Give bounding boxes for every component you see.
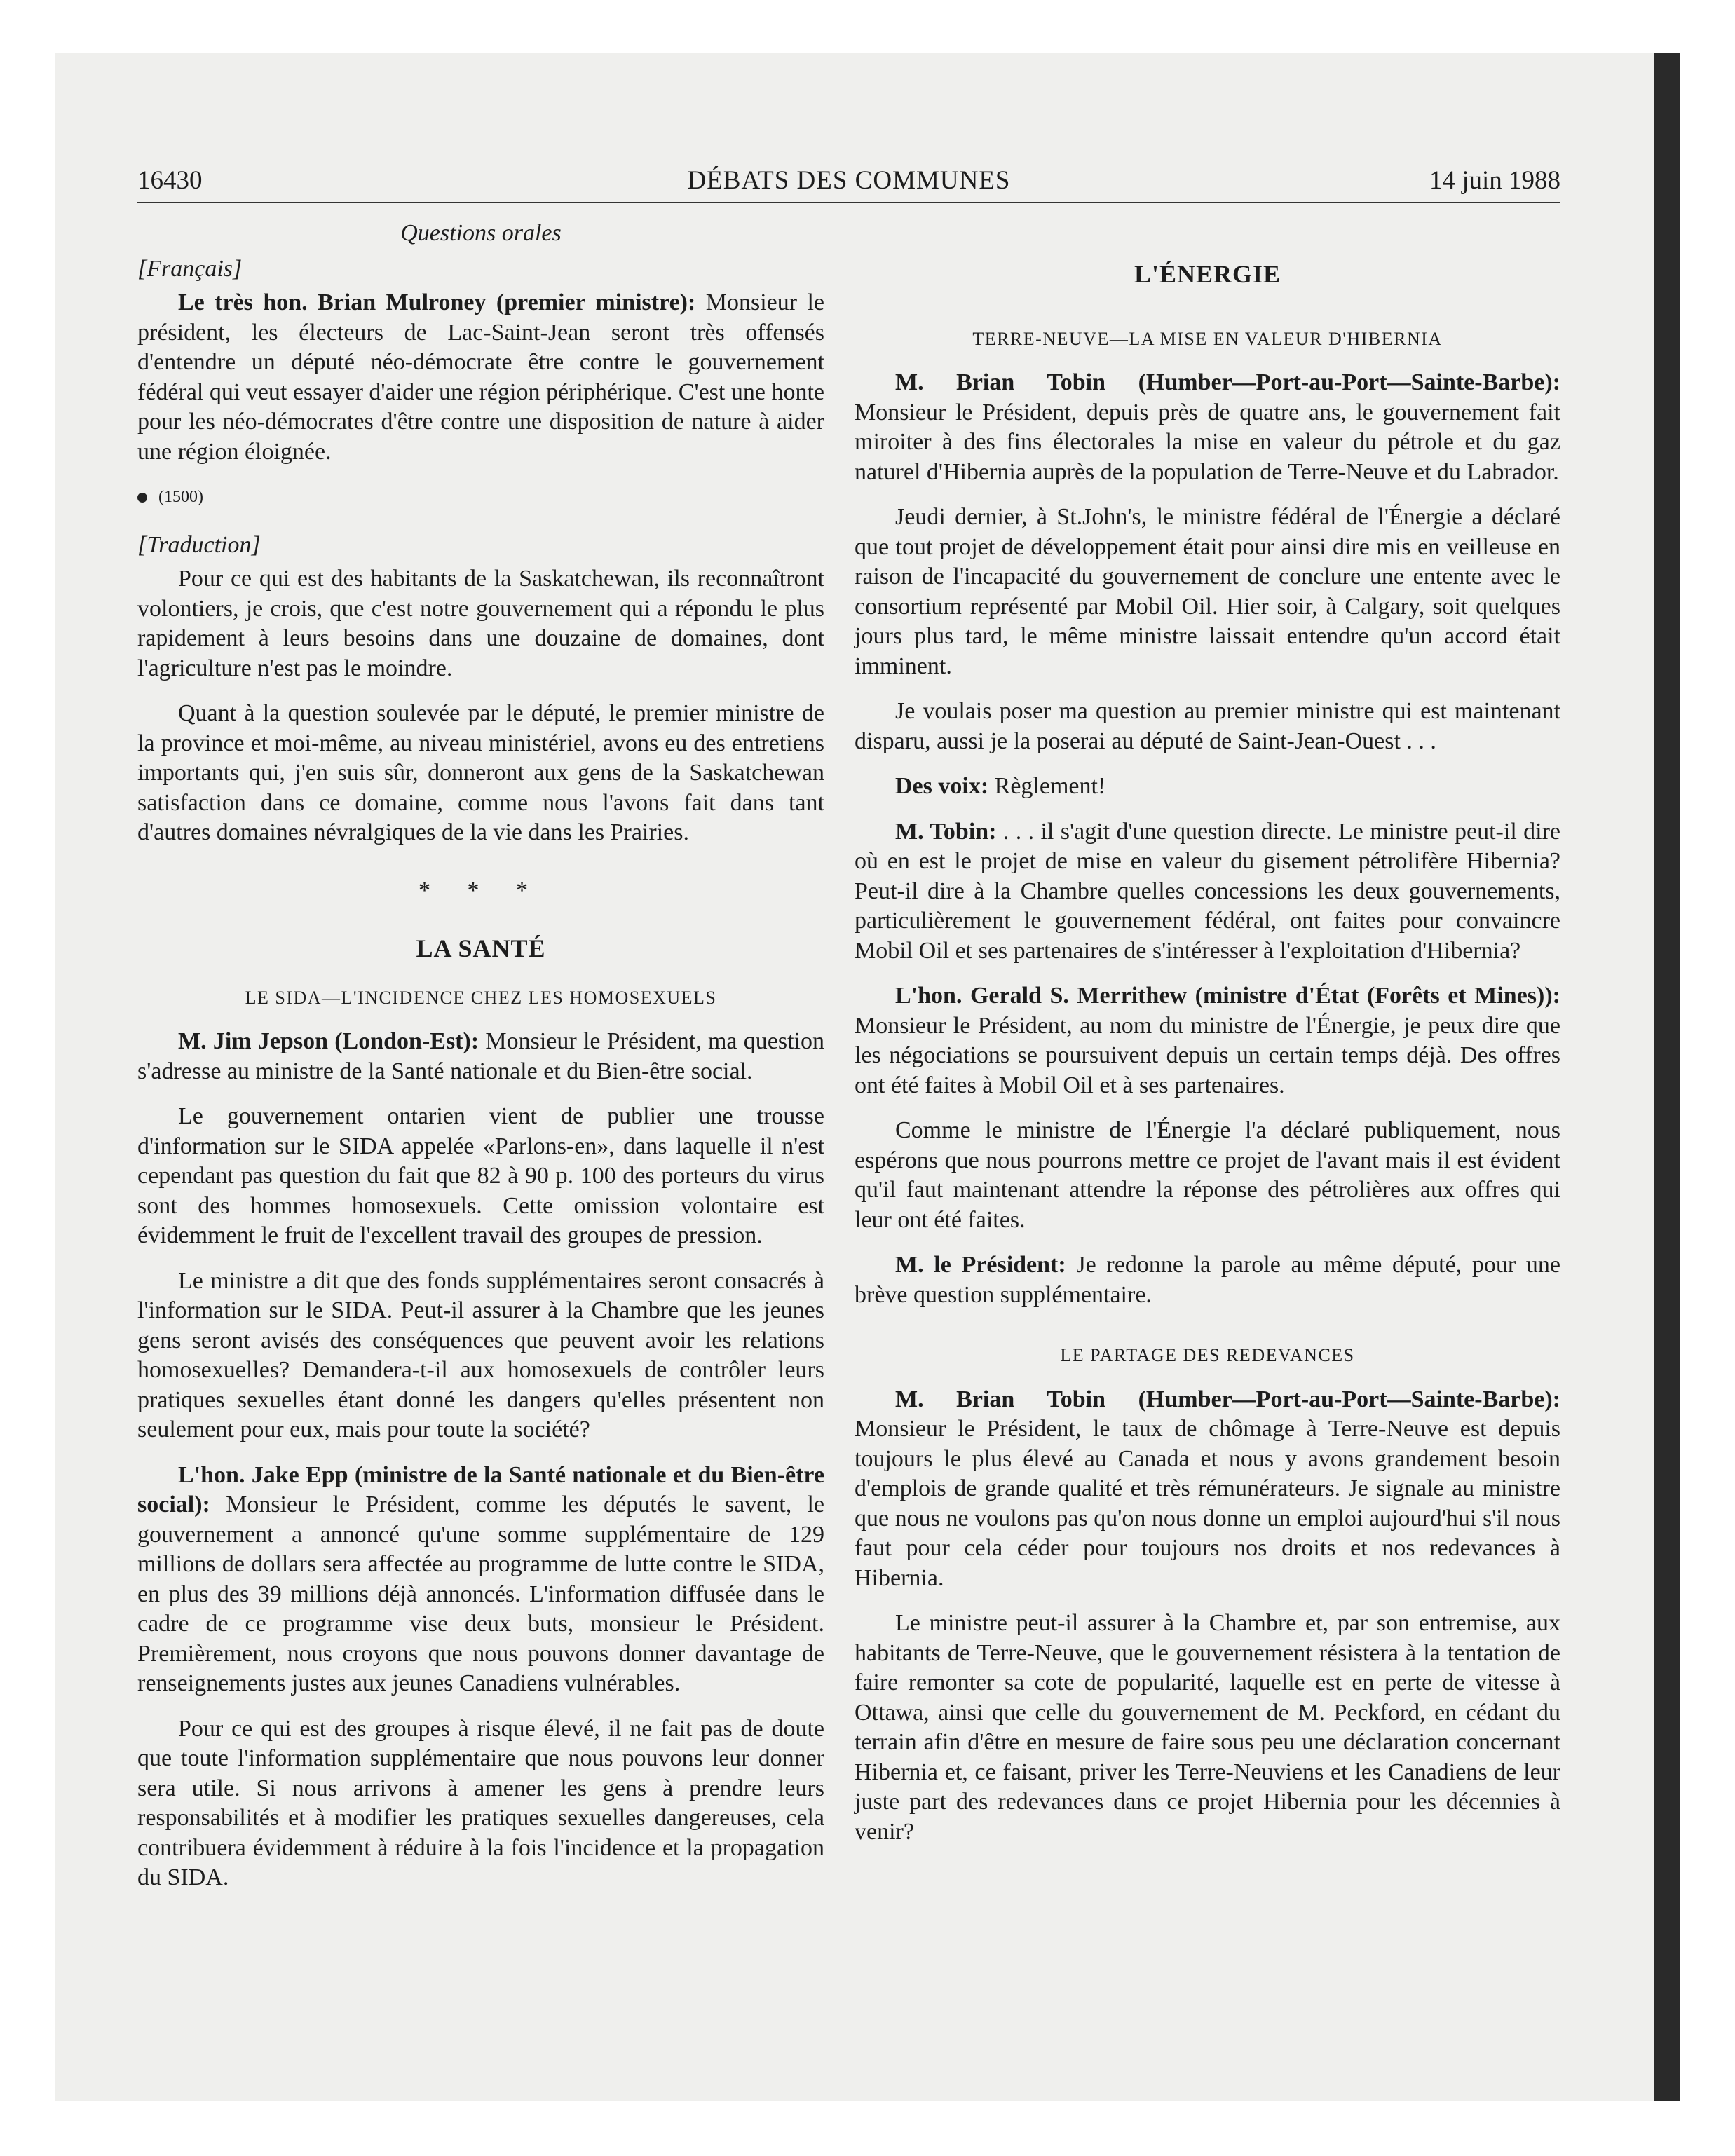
paragraph-question-premier-ministre: Je voulais poser ma question au premier ministre qui est maintenant disparu, aussi je la poserai au député de Saint-Jean-Ouest . . .: [855, 698, 1560, 754]
bullet-dot-icon: [137, 493, 147, 503]
speech-text: Monsieur le Président, depuis près de quatre ans, le gouvernement fait miroiter à des fins électorales la mise en valeur du pétrole et du gaz naturel d'Hibernia auprès de la population de Terre-Neuve et du Labrador.: [855, 399, 1560, 485]
time-marker-text: (1500): [158, 488, 203, 506]
speaker-name: M. le Président:: [895, 1252, 1066, 1278]
paragraph-epp: [137, 1461, 824, 1699]
subheading-hibernia: TERRE-NEUVE—LA MISE EN VALEUR D'HIBERNIA: [972, 328, 1443, 349]
paragraph-tentation: Le ministre peut-il assurer à la Chambre et, par son entremise, aux habitants de Terre-Neuve, que le gouvernement résistera à la tentation de faire remonter sa cote de popularité, laquelle est en perte de vitesse à Ottawa, ainsi que celle du gouvernement de M. Peckford, en cédant du terrain afin d'être en mesure de faire sous peu une déclaration concernant Hibernia et, ce faisant, priver les Terre-Neuviens et les Canadiens de leur juste part des redevances dans ce projet Hibernia pour les décennies à venir?: [855, 1610, 1560, 1845]
page-number: 16430: [137, 166, 203, 195]
heading-energie: L'ÉNERGIE: [1134, 260, 1281, 288]
page-header: [137, 165, 1560, 203]
paragraph-jepson: [137, 1027, 824, 1086]
heading-sante: LA SANTÉ: [416, 934, 546, 962]
paragraph-des-voix: [855, 772, 1560, 802]
speech-text: Monsieur le président, les électeurs de Lac-Saint-Jean seront très offensés d'entendre un député néo-démocrate être contre le gouvernement fédéral qui veut essayer d'aider une région périphérique. C'est une honte pour les néo-démocrates d'être contre une disposition de nature à aider une région éloignée.: [137, 289, 824, 465]
section-separator: * * *: [419, 877, 543, 903]
speech-text: Monsieur le Président, au nom du ministre de l'Énergie, je peux dire que les négociations se poursuivent depuis un certain temps déjà. Des offres ont été faites à Mobil Oil et à ses partenaires.: [855, 1012, 1560, 1098]
speaker-name: M. Tobin:: [895, 818, 997, 845]
paragraph-fonds: Le ministre a dit que des fonds supplémentaires seront consacrés à l'information sur le SIDA. Peut-il assurer à la Chambre que les jeunes gens seront avisés des conséquences que peuvent avoir les relations homosexuelles? Demandera-t-il aux homosexuels de contrôler leurs pratiques sexuelles étant donné les dangers qu'elles présentent non seulement pour eux, mais pour toute la société?: [137, 1267, 824, 1442]
paragraph-tobin-1: [855, 368, 1560, 487]
left-column: [137, 219, 824, 1909]
section-title: Questions orales: [400, 220, 562, 246]
paragraph-saskatchewan: Pour ce qui est des habitants de la Saskatchewan, ils reconnaîtront volontiers, je crois, que c'est notre gouvernement qui a répondu le plus rapidement à leurs besoins dans une douzaine de domaines, dont l'agriculture n'est pas le moindre.: [137, 566, 824, 681]
paragraph-mulroney: [137, 288, 824, 467]
speech-text: Monsieur le Président, le taux de chômage à Terre-Neuve est depuis toujours le plus élevé au Canada et nous y avons grandement besoin d'emplois de grande qualité et très rémunérateurs. Je signale au ministre que nous ne voulons pas qu'on nous donne un emploi aujourd'hui s'il nous faut pour cela céder pour toujours nos droits et nos redevances à Hibernia.: [855, 1416, 1560, 1591]
paragraph-ontario: Le gouvernement ontarien vient de publier une trousse d'information sur le SIDA appelée «Parlons-en», dans laquelle il n'est cependant pas question du fait que 82 à 90 p. 100 des porteurs du virus sont des hommes homosexuels. Cette omission volontaire est évidemment le fruit de l'excellent travail des groupes de pression.: [137, 1103, 824, 1248]
paragraph-energie-publiquement: Comme le ministre de l'Énergie l'a déclaré publiquement, nous espérons que nous pourrons mettre ce projet de l'avant mais il est évident qu'il faut maintenant attendre la réponse des pétrolières aux offres qui leur ont été faites.: [855, 1117, 1560, 1233]
speech-text: Je redonne la parole au même député, pour une brève question supplémentaire.: [855, 1252, 1560, 1308]
speech-text: Règlement!: [988, 773, 1106, 799]
paragraph-jeudi: Jeudi dernier, à St.John's, le ministre fédéral de l'Énergie a déclaré que tout projet de développement était pour ainsi dire mis en veilleuse en raison de l'incapacité du gouvernement de conclure une entente avec le consortium représenté par Mobil Oil. Hier soir, à Calgary, soit quelques jours plus tard, le même ministre laissait entendre qu'un accord était imminent.: [855, 504, 1560, 679]
speaker-name: M. Brian Tobin (Humber—Port-au-Port—Sainte-Barbe):: [895, 369, 1560, 395]
paragraph-tobin-3: [855, 1385, 1560, 1594]
speech-text: Monsieur le Président, comme les députés le savent, le gouvernement a annoncé qu'une somme supplémentaire de 129 millions de dollars sera affectée au programme de lutte contre le SIDA, en plus des 39 millions déjà annoncés. L'information diffusée dans le cadre de ce programme vise deux buts, monsieur le Président. Premièrement, nous croyons que nous pouvons donner davantage de renseignements justes aux jeunes Canadiens vulnérables.: [137, 1492, 824, 1696]
subheading-sida: LE SIDA—L'INCIDENCE CHEZ LES HOMOSEXUELS: [245, 987, 717, 1008]
language-tag-traduction: [Traduction]: [137, 531, 261, 558]
paragraph-groupes-risque: Pour ce qui est des groupes à risque élevé, il ne fait pas de doute que toute l'information supplémentaire que nous pouvons leur donner sera utile. Si nous arrivons à amener les gens à prendre leurs responsabilités et à modifier les pratiques sexuelles dangereuses, cela contribuera évidemment à réduire à la fois l'incidence et la propagation du SIDA.: [137, 1715, 824, 1890]
speaker-name: Le très hon. Brian Mulroney (premier ministre):: [178, 289, 696, 315]
language-tag-francais: [Français]: [137, 255, 243, 282]
subheading-redevances: LE PARTAGE DES REDEVANCES: [1060, 1345, 1355, 1365]
paragraph-tobin-2: [855, 817, 1560, 967]
page-date: 14 juin 1988: [1429, 166, 1560, 195]
speech-text: . . . il s'agit d'une question directe. Le ministre peut-il dire où en est le projet de mise en valeur du gisement pétrolifère Hibernia? Peut-il dire à la Chambre quelles concessions les deux gouvernements, particulièrement le gouvernement fédéral, ont faites pour convaincre Mobil Oil et ses partenaires de s'intéresser à l'exploitation d'Hibernia?: [855, 818, 1560, 964]
scan-edge-bar: [1654, 53, 1680, 2101]
speaker-name: M. Brian Tobin (Humber—Port-au-Port—Sainte-Barbe):: [895, 1386, 1560, 1412]
speaker-name: M. Jim Jepson (London-Est):: [178, 1028, 479, 1054]
speaker-name: L'hon. Gerald S. Merrithew (ministre d'État (Forêts et Mines)):: [895, 983, 1560, 1009]
paragraph-merrithew: [855, 981, 1560, 1100]
speaker-name: L'hon. Jake Epp (ministre de la Santé nationale et du Bien-être social):: [137, 1461, 824, 1517]
publication-title: DÉBATS DES COMMUNES: [687, 166, 1011, 195]
speech-text: Monsieur le Président, ma question s'adresse au ministre de la Santé nationale et du Bien-être social.: [137, 1028, 824, 1084]
paragraph-president: [855, 1250, 1560, 1310]
time-marker: [137, 482, 824, 512]
right-column: [855, 219, 1560, 1862]
speaker-name: Des voix:: [895, 773, 989, 799]
paragraph-question-depute: Quant à la question soulevée par le député, le premier ministre de la province et moi-même, au niveau ministériel, avons eu des entretiens importants qui, j'en suis sûr, donneront aux gens de la Saskatchewan satisfaction dans ce domaine, comme nous l'avons fait dans tant d'autres domaines névralgiques de la vie dans les Prairies.: [137, 700, 824, 845]
